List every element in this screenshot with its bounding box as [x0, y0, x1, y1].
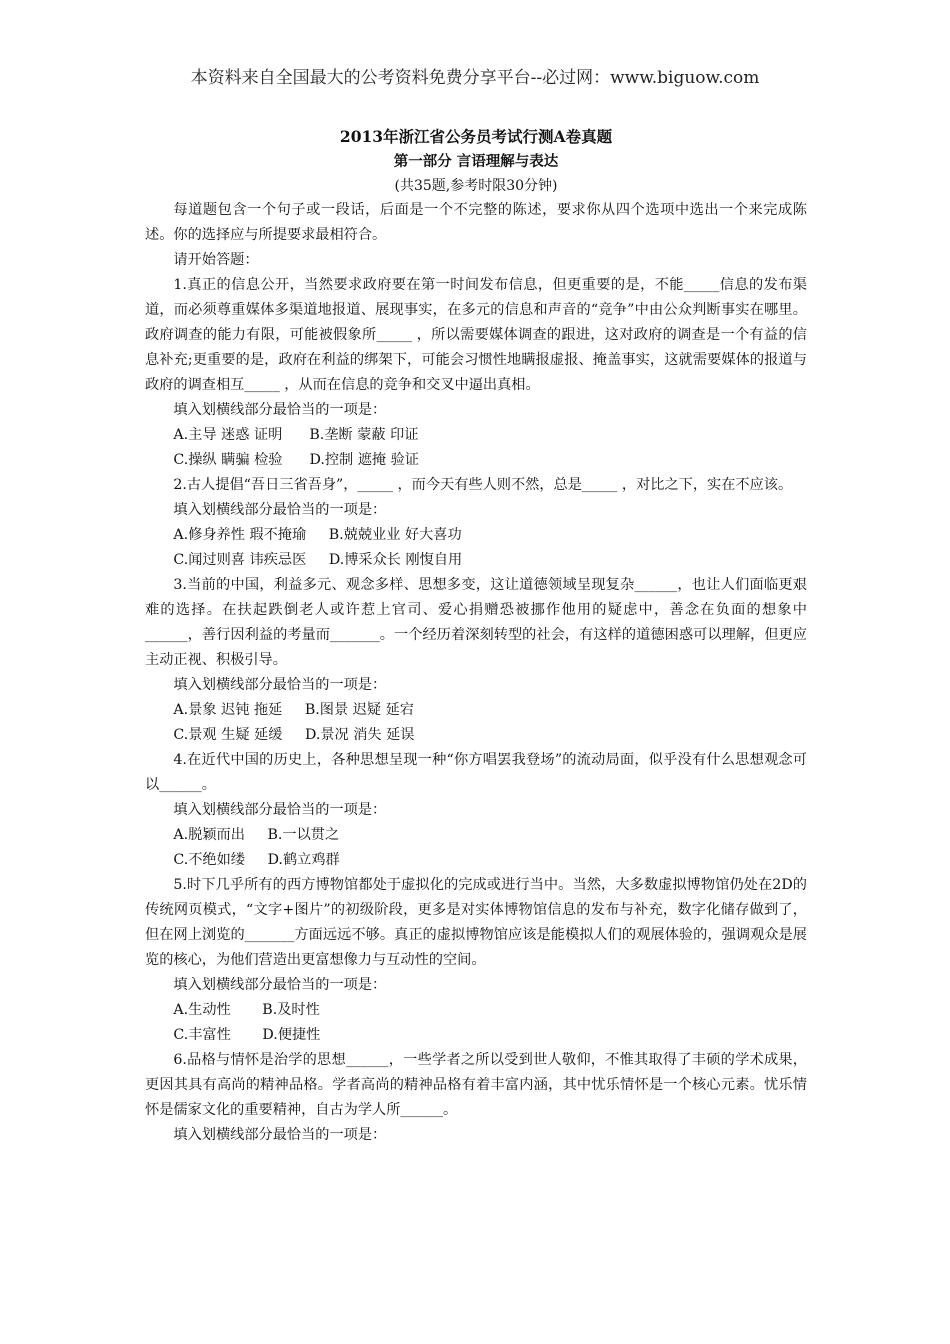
- question-prompt: 填入划横线部分最恰当的一项是：: [173, 502, 387, 518]
- option-d: D.便捷性: [262, 1027, 321, 1043]
- question-text: 6.品格与情怀是治学的思想______，一些学者之所以受到世人敬仰，不惟其取得了丰硕的学术成果，更因其具有高尚的精神品格。学者高尚的精神品格有着丰富内涵，其中忧乐情怀是一个核心元素。忧乐情怀是儒家文化的重要精神，自古为学人所______。: [145, 1052, 807, 1118]
- options-row: [145, 723, 807, 748]
- option-c: C.不绝如缕: [173, 852, 245, 868]
- option-b: B.垄断 蒙蔽 印证: [309, 427, 419, 443]
- option-d: D.鹤立鸡群: [267, 852, 340, 868]
- option-a: A.修身养性 瑕不掩瑜: [173, 527, 307, 543]
- question-2: [145, 473, 807, 573]
- question-4: [145, 748, 807, 873]
- question-3: [145, 573, 807, 748]
- option-b: B.图景 迟疑 延宕: [304, 702, 414, 718]
- document-title: 2013年浙江省公务员考试行测A卷真题: [339, 127, 613, 146]
- option-a: A.生动性: [173, 1002, 231, 1018]
- start-prompt: 请开始答题：: [173, 252, 259, 268]
- option-d: D.控制 遮掩 验证: [309, 452, 419, 468]
- question-text: 1.真正的信息公开，当然要求政府要在第一时间发布信息，但更重要的是，不能_____信息的发布渠道，而必须尊重媒体多渠道地报道、展现事实，在多元的信息和声音的“竞争”中由公众判断事实在哪里。政府调查的能力有限，可能被假象所_____ ，所以需要媒体调查的跟进，这对政府的调查是一个有益的信息补充;更重要的是，政府在利益的绑架下，可能会习惯性地瞒报虚报、掩盖事实，这就需要媒体的报道与政府的调查相互_____ ，从而在信息的竞争和交叉中逼出真相。: [145, 277, 807, 393]
- option-c: C.丰富性: [173, 1027, 231, 1043]
- option-d: D.景况 消失 延误: [304, 727, 415, 743]
- question-1: [145, 273, 807, 473]
- options-row: [145, 998, 807, 1023]
- option-b: B.兢兢业业 好大喜功: [328, 527, 462, 543]
- option-a: A.脱颖而出: [173, 827, 245, 843]
- question-prompt: 填入划横线部分最恰当的一项是：: [173, 402, 387, 418]
- option-c: C.操纵 瞒骗 检验: [173, 452, 283, 468]
- option-a: A.景象 迟钝 拖延: [173, 702, 283, 718]
- section-title: 第一部分 言语理解与表达: [393, 153, 559, 170]
- question-5: [145, 873, 807, 1048]
- question-text: 3.当前的中国，利益多元、观念多样、思想多变，这让道德领域呈现复杂______，也让人们面临更艰难的选择。在扶起跌倒老人或许惹上官司、爱心捐赠恐被挪作他用的疑虑中，善念在负面的想象中______，善行因利益的考量而_______。一个经历着深刻转型的社会，有这样的道德困惑可以理解，但更应主动正视、积极引导。: [145, 577, 807, 668]
- question-prompt: 填入划横线部分最恰当的一项是：: [173, 977, 387, 993]
- options-row: [145, 448, 807, 473]
- option-b: B.一以贯之: [267, 827, 340, 843]
- question-text: 2.古人提倡“吾日三省吾身”，_____ ，而今天有些人则不然，总是_____ ，对比之下，实在不应该。: [173, 477, 793, 493]
- document-body: [145, 124, 807, 1148]
- question-6: [145, 1048, 807, 1148]
- options-row: [145, 423, 807, 448]
- options-row: [145, 548, 807, 573]
- instructions: 每道题包含一个句子或一段话，后面是一个不完整的陈述，要求你从四个选项中选出一个来完成陈述。你的选择应与所提要求最相符合。: [145, 202, 807, 243]
- section-note: (共35题,参考时限30分钟): [394, 178, 558, 194]
- option-b: B.及时性: [262, 1002, 320, 1018]
- question-text: 4.在近代中国的历史上，各种思想呈现一种“你方唱罢我登场”的流动局面，似乎没有什么思想观念可以______。: [145, 752, 807, 793]
- option-d: D.博采众长 刚愎自用: [328, 552, 463, 568]
- option-c: C.闻过则喜 讳疾忌医: [173, 552, 307, 568]
- options-row: [145, 1023, 807, 1048]
- options-row: [145, 523, 807, 548]
- question-prompt: 填入划横线部分最恰当的一项是：: [173, 1127, 387, 1143]
- option-a: A.主导 迷惑 证明: [173, 427, 283, 443]
- options-row: [145, 698, 807, 723]
- question-prompt: 填入划横线部分最恰当的一项是：: [173, 677, 387, 693]
- question-text: 5.时下几乎所有的西方博物馆都处于虚拟化的完成或进行当中。当然，大多数虚拟博物馆仍处在2D的传统网页模式，“文字+图片”的初级阶段，更多是对实体博物馆信息的发布与补充，数字化储存做到了，但在网上浏览的_______方面远远不够。真正的虚拟博物馆应该是能模拟人们的观展体验的，强调观众是展览的核心，为他们营造出更富想像力与互动性的空间。: [145, 877, 807, 968]
- page-header: 本资料来自全国最大的公考资料免费分享平台--必过网：www.biguow.com: [190, 68, 760, 88]
- question-prompt: 填入划横线部分最恰当的一项是：: [173, 802, 387, 818]
- option-c: C.景观 生疑 延缓: [173, 727, 283, 743]
- options-row: [145, 823, 807, 848]
- options-row: [145, 848, 807, 873]
